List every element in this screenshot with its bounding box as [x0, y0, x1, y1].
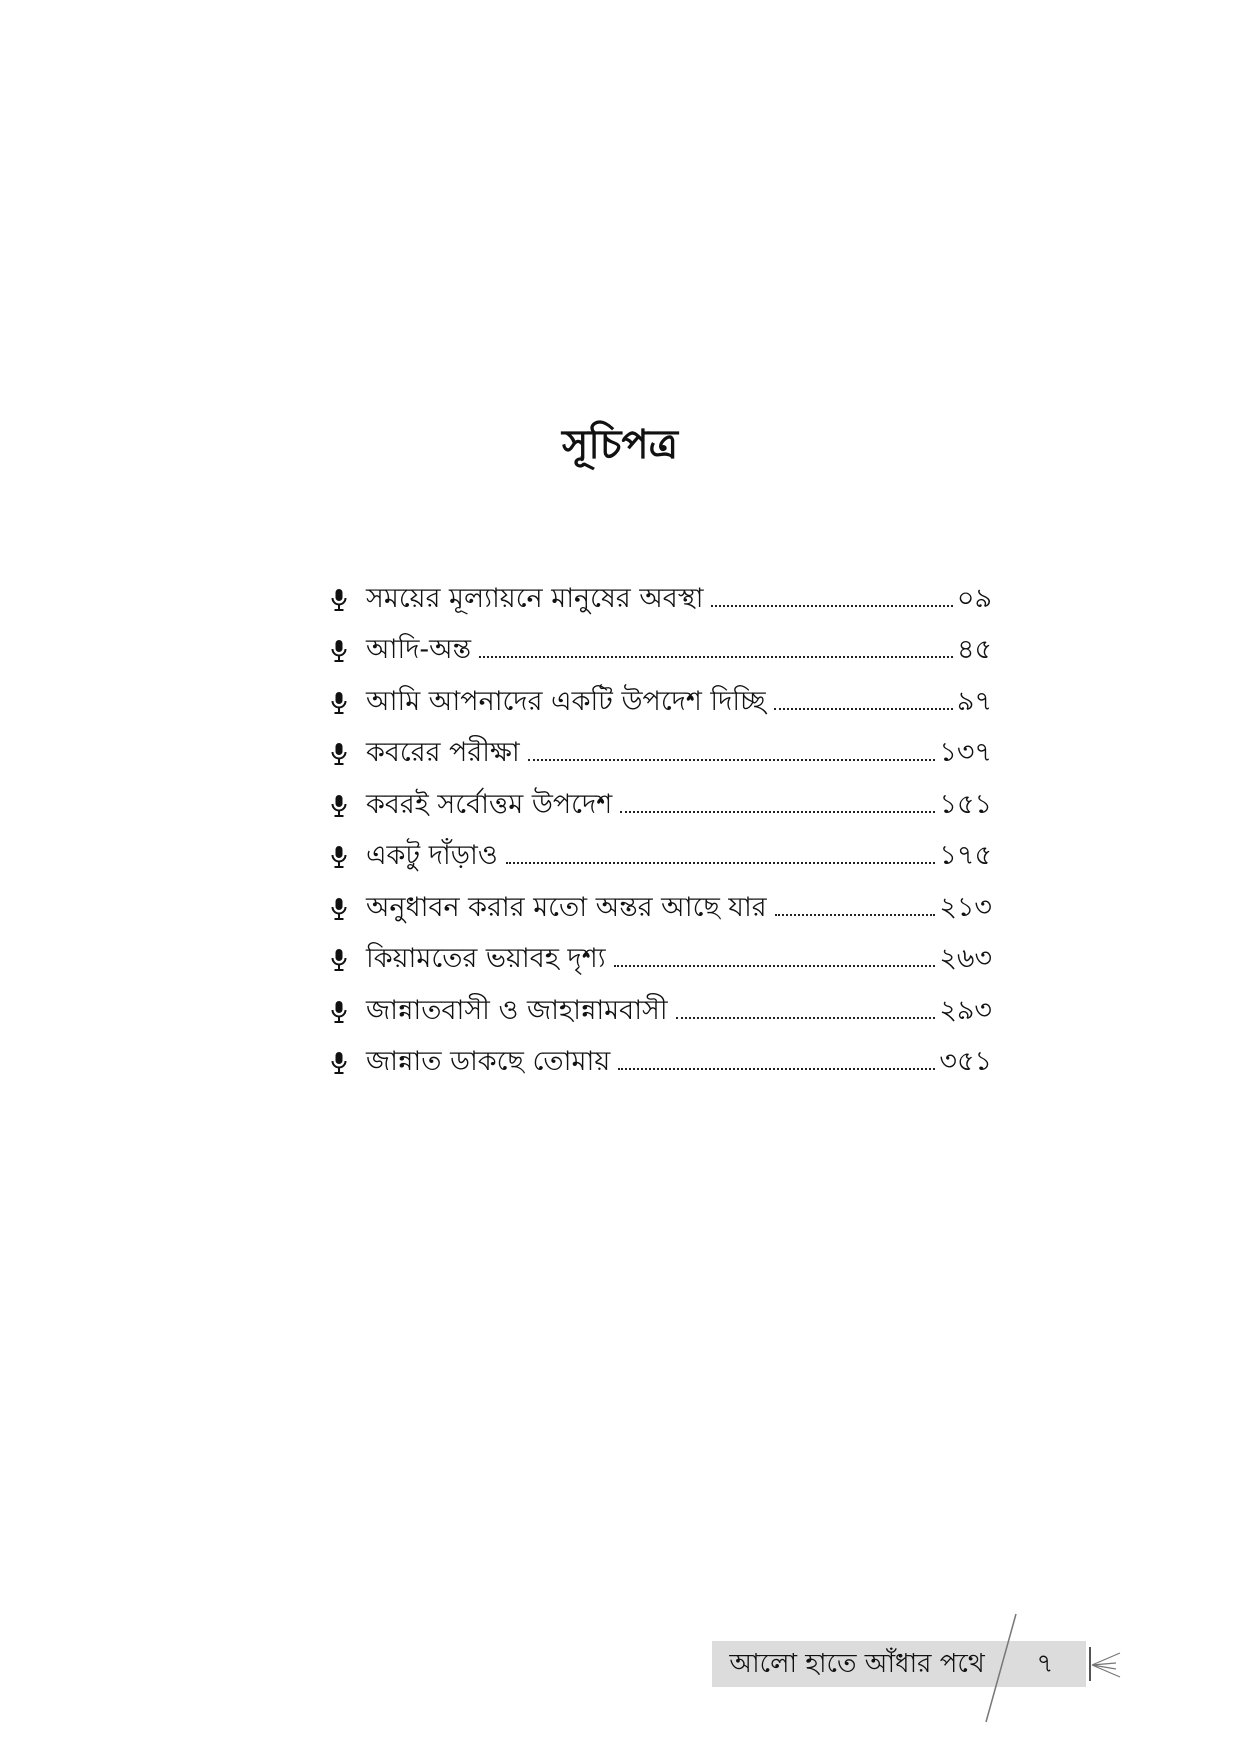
toc-entry-title: আমি আপনাদের একটি উপদেশ দিচ্ছি — [366, 685, 766, 717]
dot-leader — [618, 1068, 935, 1070]
toc-entry-page: ১৫১ — [939, 788, 992, 820]
footer-page-number: ৭ — [1036, 1649, 1054, 1679]
toc-entry[interactable] — [330, 616, 992, 668]
toc-entry-page: ২৬৩ — [939, 943, 992, 974]
dot-leader — [774, 708, 953, 710]
toc-entry-page: ১৭৫ — [939, 840, 992, 871]
toc-entry-page: ৯৭ — [956, 685, 992, 717]
toc-entry[interactable] — [330, 873, 992, 925]
toc-entry[interactable] — [330, 667, 992, 719]
dot-leader — [676, 1017, 936, 1019]
toc-entry[interactable] — [330, 976, 992, 1028]
microphone-icon — [330, 742, 348, 766]
dot-leader — [506, 862, 936, 864]
microphone-icon — [330, 794, 348, 818]
toc-entry-title: কিয়ামতের ভয়াবহ দৃশ্য — [366, 943, 606, 974]
dot-leader — [711, 605, 952, 607]
footer-book-title: আলো হাতে আঁধার পথে — [729, 1649, 985, 1679]
toc-entry-title: সময়ের মূল্যায়নে মানুষের অবস্থা — [366, 582, 704, 614]
toc-entry-page: ২১৩ — [939, 891, 992, 923]
toc-entry-title: অনুধাবন করার মতো অন্তর আছে যার — [366, 891, 767, 923]
microphone-icon — [330, 897, 348, 921]
toc-entry[interactable] — [330, 822, 992, 874]
toc-entry-page: ০৯ — [956, 582, 992, 614]
page-corner-ornament-icon — [1086, 1641, 1122, 1687]
toc-entry-title: আদি-অন্ত — [366, 634, 472, 665]
dot-leader — [528, 759, 936, 761]
dot-leader — [614, 965, 936, 967]
table-of-contents — [330, 564, 992, 1079]
dot-leader — [775, 914, 936, 916]
microphone-icon — [330, 639, 348, 663]
microphone-icon — [330, 845, 348, 869]
microphone-icon — [330, 1051, 348, 1075]
microphone-icon — [330, 1000, 348, 1024]
toc-entry[interactable] — [330, 1028, 992, 1080]
toc-entry-page: ১৩৭ — [939, 737, 992, 768]
microphone-icon — [330, 588, 348, 612]
toc-entry[interactable] — [330, 564, 992, 616]
toc-entry[interactable] — [330, 925, 992, 977]
toc-entry-title: জান্নাত ডাকছে তোমায় — [366, 1046, 611, 1077]
toc-entry[interactable] — [330, 770, 992, 822]
microphone-icon — [330, 948, 348, 972]
dot-leader — [620, 811, 935, 813]
toc-entry-page: ৩৫১ — [939, 1046, 992, 1077]
footer-divider — [980, 1612, 1022, 1724]
toc-entry-page: ৪৫ — [956, 634, 992, 665]
microphone-icon — [330, 691, 348, 715]
toc-entry-title: জান্নাতবাসী ও জাহান্নামবাসী — [366, 994, 668, 1026]
toc-entry[interactable] — [330, 719, 992, 771]
page-title: সূচিপত্র — [562, 422, 678, 468]
toc-entry-page: ২৯৩ — [939, 994, 992, 1026]
dot-leader — [479, 656, 953, 658]
toc-entry-title: কবরের পরীক্ষা — [366, 737, 520, 768]
toc-entry-title: একটু দাঁড়াও — [366, 840, 498, 871]
toc-entry-title: কবরই সর্বোত্তম উপদেশ — [366, 788, 613, 820]
